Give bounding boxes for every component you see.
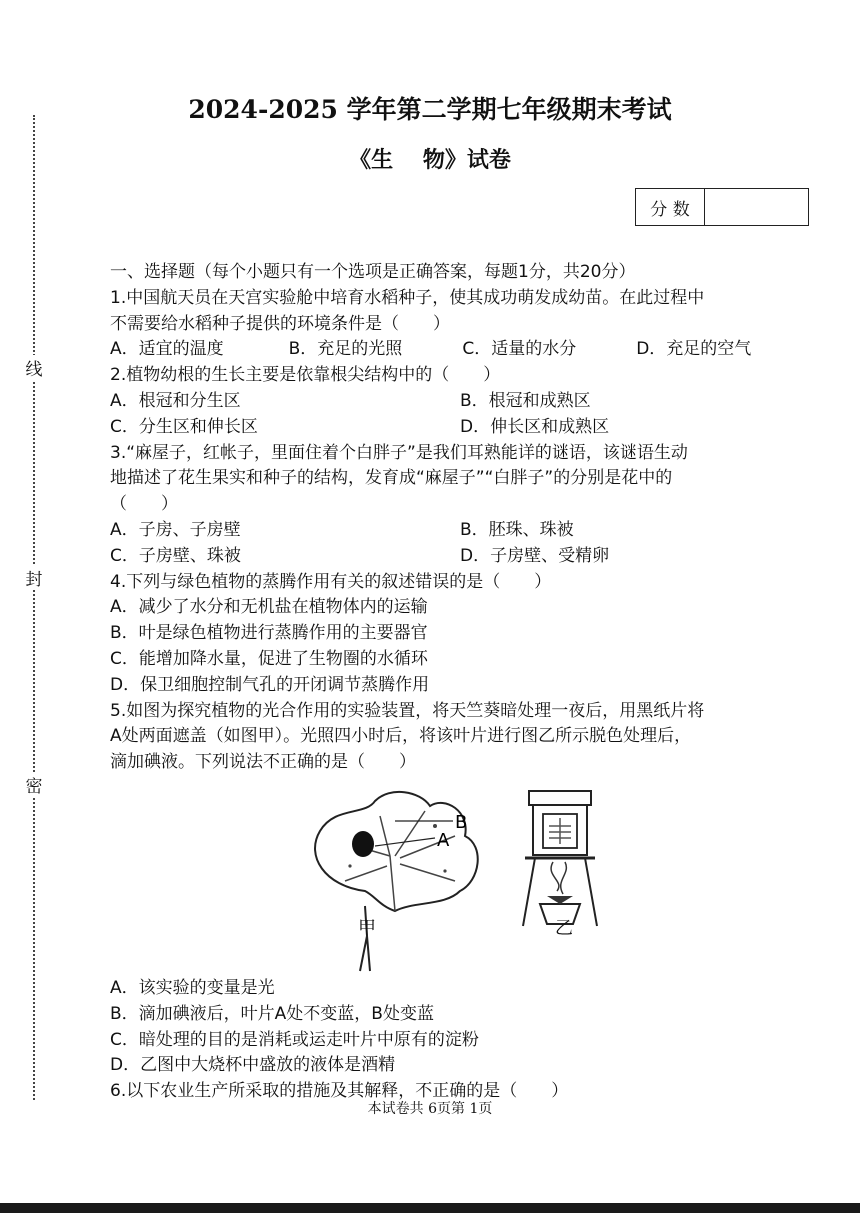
q2-option-b: B．根冠和成熟区 <box>460 390 591 411</box>
q6-stem: 6.以下农业生产所采取的措施及其解释，不正确的是（ ） <box>110 1081 569 1102</box>
label-a: A <box>437 829 450 851</box>
q3-stem-line: 地描述了花生果实和种子的结构，发育成“麻屋子”“白胖子”的分别是花中的 <box>110 468 673 489</box>
q5-option-b: B．滴加碘液后，叶片A处不变蓝，B处变蓝 <box>110 1003 434 1024</box>
q2-option-c: C．分生区和伸长区 <box>110 416 258 437</box>
beaker-diagram <box>515 786 605 976</box>
caption-jia: 甲 <box>358 917 376 939</box>
q1-option-b: B．充足的光照 <box>288 339 403 360</box>
exam-title: 2024-2025 学年第二学期七年级期末考试 <box>188 95 672 124</box>
q3-option-a: A．子房、子房壁 <box>110 519 241 540</box>
q3-option-d: D．子房壁、受精卵 <box>460 545 610 566</box>
scan-edge <box>0 1203 860 1213</box>
q2-options-row <box>110 389 810 415</box>
q5-figure <box>110 786 810 976</box>
score-field[interactable] <box>705 189 808 225</box>
q4-stem: 4.下列与绿色植物的蒸腾作用有关的叙述错误的是（ ） <box>110 571 552 592</box>
q1-option-a: A．适宜的温度 <box>110 339 224 360</box>
section-heading: 一、选择题（每个小题只有一个选项是正确答案，每题1分，共20分） <box>110 262 636 282</box>
q3-options-row <box>110 518 810 544</box>
q4-option-c: C．能增加降水量，促进了生物圈的水循环 <box>110 648 428 669</box>
label-b: B <box>455 811 468 833</box>
q2-option-a: A．根冠和分生区 <box>110 390 241 411</box>
question-content <box>110 260 810 1105</box>
q3-stem-line: （ ） <box>110 494 178 515</box>
caption-yi: 乙 <box>555 917 573 939</box>
binding-char-line: 线 <box>24 355 44 380</box>
q3-option-b: B．胚珠、珠被 <box>460 519 574 540</box>
q5-option-c: C．暗处理的目的是消耗或运走叶片中原有的淀粉 <box>110 1029 479 1050</box>
q5-stem-line: 5.如图为探究植物的光合作用的实验装置，将天竺葵暗处理一夜后，用黑纸片将 <box>110 700 705 721</box>
q4-option-a: A．减少了水分和无机盐在植物体内的运输 <box>110 597 428 618</box>
q3-options-row <box>110 544 810 570</box>
binding-char-secret: 密 <box>24 772 44 797</box>
leaf-diagram <box>295 786 495 976</box>
q5-option-a: A．该实验的变量是光 <box>110 977 275 998</box>
q5-stem-line: A处两面遮盖（如图甲）。光照四小时后，将该叶片进行图乙所示脱色处理后， <box>110 726 692 747</box>
q2-option-d: D．伸长区和成熟区 <box>460 416 610 437</box>
exam-subtitle: 《生 物》试卷 <box>349 147 511 173</box>
q2-stem: 2.植物幼根的生长主要是依靠根尖结构中的（ ） <box>110 365 501 386</box>
score-box <box>635 188 809 226</box>
q2-options-row <box>110 415 810 441</box>
q5-option-d: D．乙图中大烧杯中盛放的液体是酒精 <box>110 1055 396 1076</box>
q3-stem-line: 3.“麻屋子，红帐子，里面住着个白胖子”是我们耳熟能详的谜语，该谜语生动 <box>110 442 688 463</box>
page-footer: 本试卷共 6页第 1页 <box>367 1101 493 1117</box>
q1-options <box>110 337 810 363</box>
binding-dotted-line <box>33 115 35 1100</box>
q4-option-b: B．叶是绿色植物进行蒸腾作用的主要器官 <box>110 623 428 644</box>
q3-option-c: C．子房壁、珠被 <box>110 545 241 566</box>
q1-stem-line: 不需要给水稻种子提供的环境条件是（ ） <box>110 313 450 334</box>
score-label: 分 数 <box>636 189 705 225</box>
binding-char-seal: 封 <box>24 565 44 590</box>
q1-option-d: D．充足的空气 <box>636 339 752 360</box>
q1-stem-line: 1.中国航天员在天宫实验舱中培育水稻种子，使其成功萌发成幼苗。在此过程中 <box>110 287 705 308</box>
q5-stem-line: 滴加碘液。下列说法不正确的是（ ） <box>110 752 416 773</box>
q4-option-d: D．保卫细胞控制气孔的开闭调节蒸腾作用 <box>110 674 430 695</box>
q1-option-c: C．适量的水分 <box>462 339 577 360</box>
